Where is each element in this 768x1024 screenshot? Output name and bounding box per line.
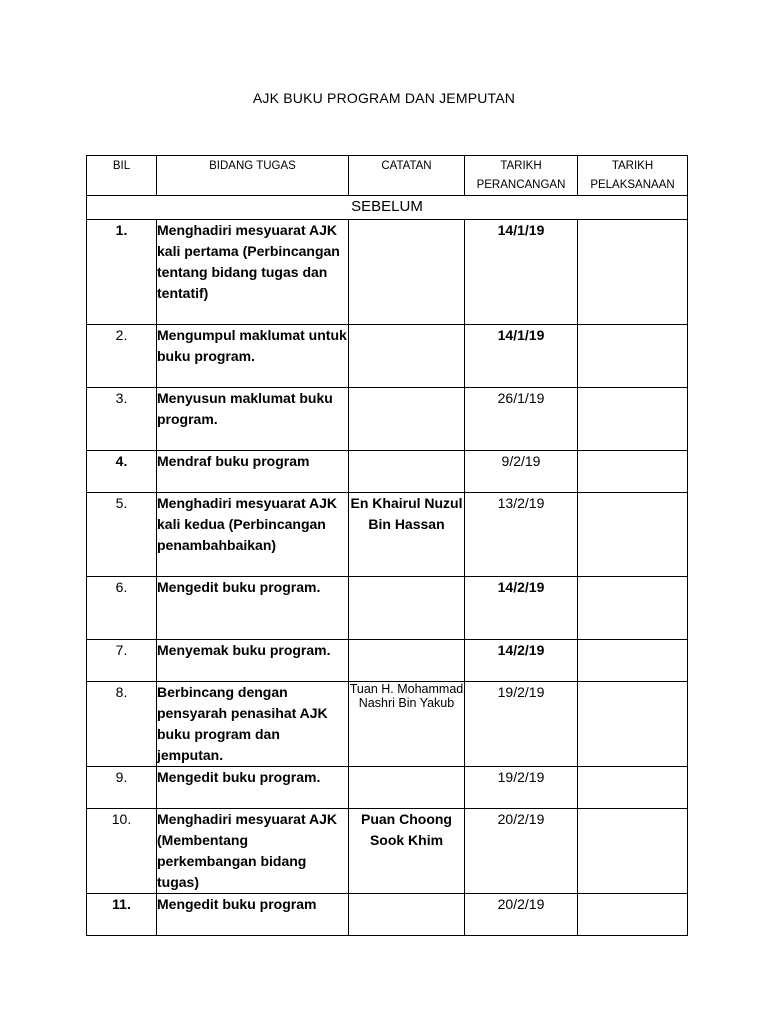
row-tarikh-pelaksanaan	[578, 577, 688, 640]
row-catatan	[349, 894, 465, 936]
row-catatan	[349, 220, 465, 325]
row-tugas: Menghadiri mesyuarat AJK kali kedua (Perbincangan penambahbaikan)	[157, 493, 349, 577]
header-tarikh-perancangan	[465, 156, 578, 196]
header-tarikh-pelaksanaan-line2: PELAKSANAAN	[590, 179, 675, 191]
row-catatan	[349, 451, 465, 493]
row-tarikh-perancangan: 19/2/19	[465, 767, 578, 809]
row-bil: 8.	[87, 682, 157, 767]
section-label: SEBELUM	[87, 196, 688, 220]
header-tarikh-pelaksanaan	[578, 156, 688, 196]
row-tugas: Mengumpul maklumat untuk buku program.	[157, 325, 349, 388]
row-bil: 6.	[87, 577, 157, 640]
table-row	[87, 220, 688, 325]
row-tarikh-perancangan: 20/2/19	[465, 894, 578, 936]
task-table	[86, 155, 688, 936]
row-catatan	[349, 388, 465, 451]
row-catatan	[349, 640, 465, 682]
row-bil: 9.	[87, 767, 157, 809]
row-tarikh-pelaksanaan	[578, 682, 688, 767]
row-catatan	[349, 325, 465, 388]
row-catatan	[349, 577, 465, 640]
row-tarikh-pelaksanaan	[578, 493, 688, 577]
row-tarikh-perancangan: 9/2/19	[465, 451, 578, 493]
row-catatan	[349, 767, 465, 809]
row-tarikh-pelaksanaan	[578, 640, 688, 682]
row-bil: 10.	[87, 809, 157, 894]
table-row	[87, 640, 688, 682]
table-row	[87, 767, 688, 809]
row-bil: 3.	[87, 388, 157, 451]
row-bil: 1.	[87, 220, 157, 325]
row-tarikh-pelaksanaan	[578, 767, 688, 809]
row-tarikh-perancangan: 14/1/19	[465, 325, 578, 388]
row-bil: 7.	[87, 640, 157, 682]
row-tarikh-perancangan: 26/1/19	[465, 388, 578, 451]
row-tarikh-perancangan: 14/2/19	[465, 640, 578, 682]
document-title: AJK BUKU PROGRAM DAN JEMPUTAN	[252, 90, 516, 106]
row-tarikh-pelaksanaan	[578, 388, 688, 451]
table-row	[87, 894, 688, 936]
section-row	[87, 196, 688, 220]
table-row	[87, 325, 688, 388]
row-tarikh-perancangan: 20/2/19	[465, 809, 578, 894]
row-catatan: En Khairul Nuzul Bin Hassan	[349, 493, 465, 577]
row-tarikh-pelaksanaan	[578, 325, 688, 388]
row-catatan: Tuan H. Mohammad Nashri Bin Yakub	[349, 682, 465, 767]
header-tarikh-perancangan-line1: TARIKH	[500, 160, 542, 172]
row-tarikh-pelaksanaan	[578, 894, 688, 936]
row-tugas: Menghadiri mesyuarat AJK kali pertama (Perbincangan tentang bidang tugas dan tentatif)	[157, 220, 349, 325]
row-tugas: Menyusun maklumat buku program.	[157, 388, 349, 451]
row-bil: 2.	[87, 325, 157, 388]
row-tarikh-perancangan: 14/2/19	[465, 577, 578, 640]
header-tarikh-perancangan-line2: PERANCANGAN	[476, 179, 566, 191]
table-row	[87, 451, 688, 493]
row-tarikh-perancangan: 19/2/19	[465, 682, 578, 767]
header-catatan: CATATAN	[349, 156, 465, 196]
header-tarikh-pelaksanaan-line1: TARIKH	[611, 160, 654, 172]
row-tarikh-perancangan: 14/1/19	[465, 220, 578, 325]
row-tugas: Mengedit buku program	[157, 894, 349, 936]
header-bil: BIL	[87, 156, 157, 196]
row-tugas: Mendraf buku program	[157, 451, 349, 493]
table-row	[87, 388, 688, 451]
row-tugas: Mengedit buku program.	[157, 767, 349, 809]
row-tugas: Menghadiri mesyuarat AJK (Membentang perkembangan bidang tugas)	[157, 809, 349, 894]
row-tarikh-pelaksanaan	[578, 809, 688, 894]
row-tarikh-pelaksanaan	[578, 451, 688, 493]
row-tarikh-perancangan: 13/2/19	[465, 493, 578, 577]
row-tugas: Menyemak buku program.	[157, 640, 349, 682]
row-bil: 11.	[87, 894, 157, 936]
row-bil: 5.	[87, 493, 157, 577]
row-tugas: Mengedit buku program.	[157, 577, 349, 640]
table-row	[87, 682, 688, 767]
table-row	[87, 809, 688, 894]
header-bidang-tugas: BIDANG TUGAS	[157, 156, 349, 196]
row-tarikh-pelaksanaan	[578, 220, 688, 325]
row-tugas: Berbincang dengan pensyarah penasihat AJK buku program dan jemputan.	[157, 682, 349, 767]
header-row	[87, 156, 688, 196]
row-catatan: Puan Choong Sook Khim	[349, 809, 465, 894]
row-bil: 4.	[87, 451, 157, 493]
table-row	[87, 493, 688, 577]
table-row	[87, 577, 688, 640]
